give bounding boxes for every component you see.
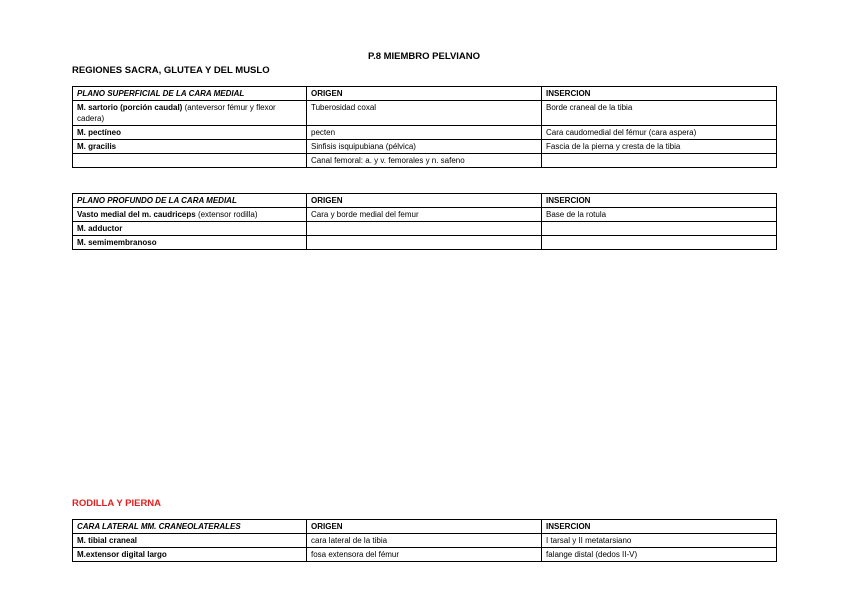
muscle-cell: M.extensor digital largo: [73, 548, 307, 562]
muscle-cell: M. semimembranoso: [73, 236, 307, 250]
insertion-cell: Base de la rotula: [542, 208, 777, 222]
muscle-cell: [73, 208, 307, 222]
section-heading-rodilla-pierna: RODILLA Y PIERNA: [72, 498, 162, 509]
table-row: [73, 154, 777, 168]
muscle-cell: M. adductor: [73, 222, 307, 236]
muscle-name: M. pectíneo: [77, 128, 122, 137]
column-header-insercion: INSERCION: [542, 194, 777, 208]
insertion-cell: [542, 154, 777, 168]
insertion-cell: Fascia de la pierna y cresta de la tibia: [542, 140, 777, 154]
column-header-plane: PLANO SUPERFICIAL DE LA CARA MEDIAL: [73, 87, 307, 101]
column-header-insercion: INSERCION: [542, 520, 777, 534]
table-row: [73, 101, 777, 126]
muscle-cell: [73, 140, 307, 154]
table-row: [73, 208, 777, 222]
origin-cell: pecten: [307, 126, 542, 140]
origin-cell: Sinfisis isquipubiana (pélvica): [307, 140, 542, 154]
muscle-cell: [73, 101, 307, 126]
origin-cell: Cara y borde medial del femur: [307, 208, 542, 222]
table-header-row: [73, 194, 777, 208]
table-row: [73, 126, 777, 140]
muscle-name: Vasto medial del m. caudriceps: [77, 210, 196, 219]
section-heading-sacra-glutea-muslo: REGIONES SACRA, GLUTEA Y DEL MUSLO: [72, 65, 270, 76]
origin-cell: Canal femoral: a. y v. femorales y n. safeno: [307, 154, 542, 168]
table-row: [73, 236, 777, 250]
column-header-insercion: INSERCION: [542, 87, 777, 101]
muscle-name: M. sartorio (porción caudal): [77, 103, 183, 112]
origin-cell: Tuberosidad coxal: [307, 101, 542, 126]
column-header-origen: ORIGEN: [307, 87, 542, 101]
insertion-cell: [542, 236, 777, 250]
column-header-plane: CARA LATERAL MM. CRANEOLATERALES: [73, 520, 307, 534]
muscle-cell: [73, 154, 307, 168]
muscle-name: M. gracilis: [77, 142, 117, 151]
origin-cell: [307, 236, 542, 250]
table-cara-lateral: [72, 519, 777, 562]
table-row: [73, 140, 777, 154]
insertion-cell: Cara caudomedial del fémur (cara aspera): [542, 126, 777, 140]
insertion-cell: falange distal (dedos II-V): [542, 548, 777, 562]
table-header-row: [73, 87, 777, 101]
column-header-origen: ORIGEN: [307, 520, 542, 534]
table-plano-profundo: [72, 193, 777, 250]
table-row: [73, 548, 777, 562]
document-title: P.8 MIEMBRO PELVIANO: [367, 51, 481, 62]
table-header-row: [73, 520, 777, 534]
column-header-plane: PLANO PROFUNDO DE LA CARA MEDIAL: [73, 194, 307, 208]
insertion-cell: [542, 222, 777, 236]
insertion-cell: I tarsal y II metatarsiano: [542, 534, 777, 548]
muscle-note: (extensor rodilla): [195, 210, 258, 219]
table-plano-superficial: [72, 86, 777, 168]
column-header-origen: ORIGEN: [307, 194, 542, 208]
table-row: [73, 534, 777, 548]
muscle-cell: [73, 126, 307, 140]
origin-cell: [307, 222, 542, 236]
origin-cell: fosa extensora del fémur: [307, 548, 542, 562]
muscle-cell: M. tibial craneal: [73, 534, 307, 548]
origin-cell: cara lateral de la tibia: [307, 534, 542, 548]
table-row: [73, 222, 777, 236]
muscle-note: (anteversor fémur y flexor cadera): [77, 103, 276, 123]
insertion-cell: Borde craneal de la tibia: [542, 101, 777, 126]
